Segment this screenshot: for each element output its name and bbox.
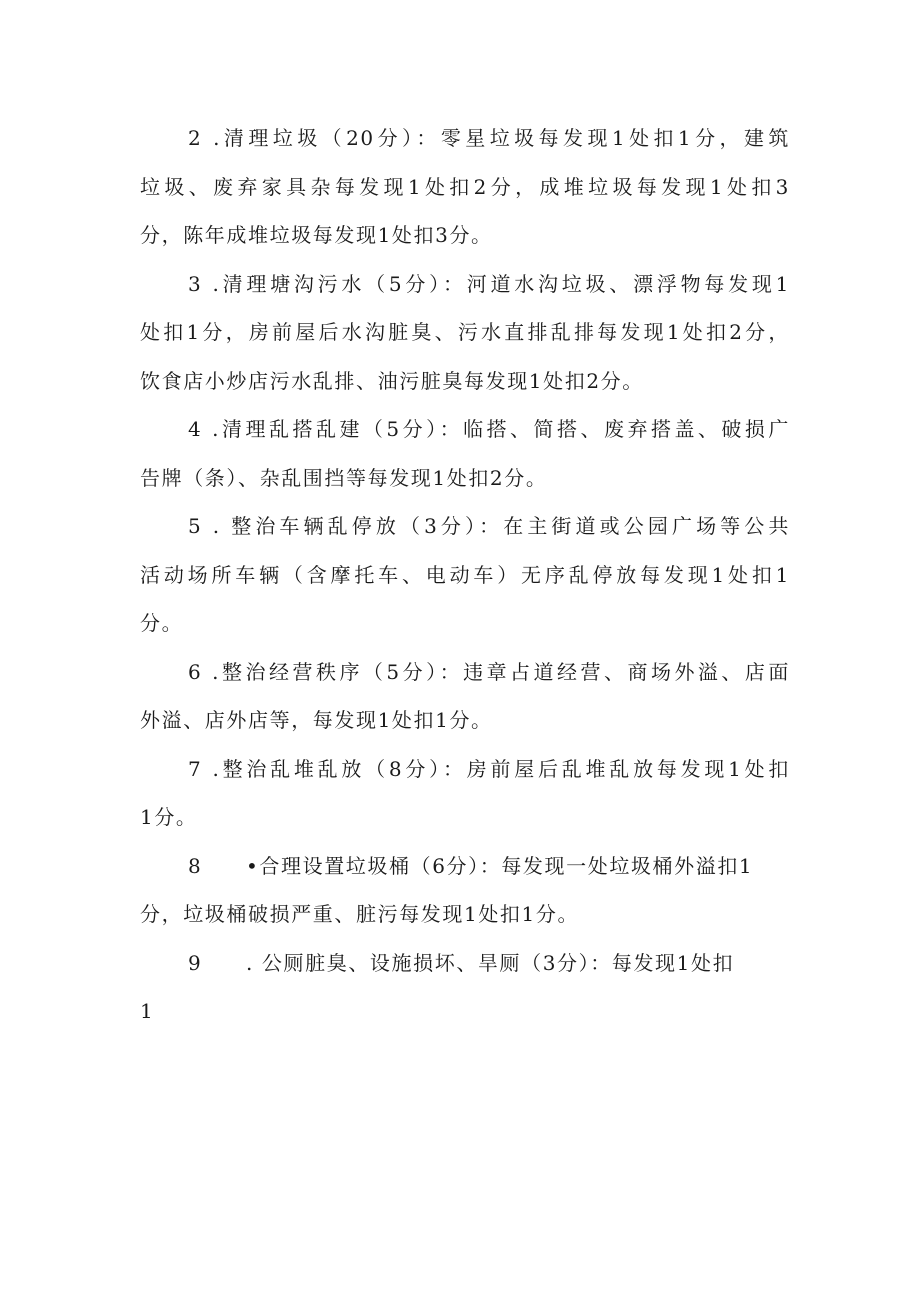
item-2-line-3: 分，陈年成堆垃圾每发现1处扣3分。	[140, 223, 493, 247]
item-8-line-1	[140, 842, 790, 891]
item-7-line-2: 1分。	[140, 805, 198, 829]
item-2-paragraph	[140, 114, 790, 260]
item-8-line-1-text: •合理设置垃圾桶（6分）：每发现一处垃圾桶外溢扣1	[246, 853, 754, 878]
item-9-paragraph	[140, 939, 790, 1036]
item-3-line-1: 3 .清理塘沟污水（5分）：河道水沟垃圾、漂浮物每发现1	[188, 271, 790, 296]
item-6-line-1: 6 .整治经营秩序（5分）：违章占道经营、商场外溢、店面	[188, 659, 790, 684]
item-5-line-2: 活动场所车辆（含摩托车、电动车）无序乱停放每发现1处扣1	[140, 562, 790, 587]
item-2-line-1: 2 .清理垃圾（20分）：零星垃圾每发现1处扣1分，建筑	[188, 126, 790, 150]
item-8-line-2: 分，垃圾桶破损严重、脏污每发现1处扣1分。	[140, 902, 580, 926]
item-2-line-2: 垃圾、废弃家具杂每发现1处扣2分，成堆垃圾每发现1处扣3	[140, 174, 790, 199]
item-7-line-1: 7 .整治乱堆乱放（8分）：房前屋后乱堆乱放每发现1处扣	[188, 756, 790, 781]
item-5-line-1: 5 . 整治车辆乱停放（3分）：在主街道或公园广场等公共	[188, 514, 790, 538]
item-8-number: 8	[188, 853, 203, 878]
item-4-line-2: 告牌（条）、杂乱围挡等每发现1处扣2分。	[140, 465, 548, 490]
item-9-number: 9	[188, 950, 203, 975]
item-4-line-1: 4 .清理乱搭乱建（5分）：临搭、简搭、废弃搭盖、破损广	[188, 417, 790, 441]
item-9-line-2: 1	[140, 999, 155, 1023]
item-4-paragraph	[140, 405, 790, 502]
item-8-paragraph	[140, 842, 790, 939]
item-6-line-2: 外溢、店外店等，每发现1处扣1分。	[140, 708, 493, 732]
item-3-paragraph	[140, 260, 790, 406]
document-body	[140, 114, 790, 1036]
item-7-paragraph	[140, 745, 790, 842]
item-3-line-2: 处扣1分，房前屋后水沟脏臭、污水直排乱排每发现1处扣2分，	[140, 320, 790, 344]
item-3-line-3: 饮食店小炒店污水乱排、油污脏臭每发现1处扣2分。	[140, 368, 644, 393]
item-5-line-3: 分。	[140, 611, 184, 635]
item-5-paragraph	[140, 502, 790, 648]
item-6-paragraph	[140, 648, 790, 745]
item-9-line-1	[140, 939, 790, 988]
item-9-line-1-text: . 公厕脏臭、设施损坏、旱厕（3分）：每发现1处扣	[246, 950, 735, 975]
